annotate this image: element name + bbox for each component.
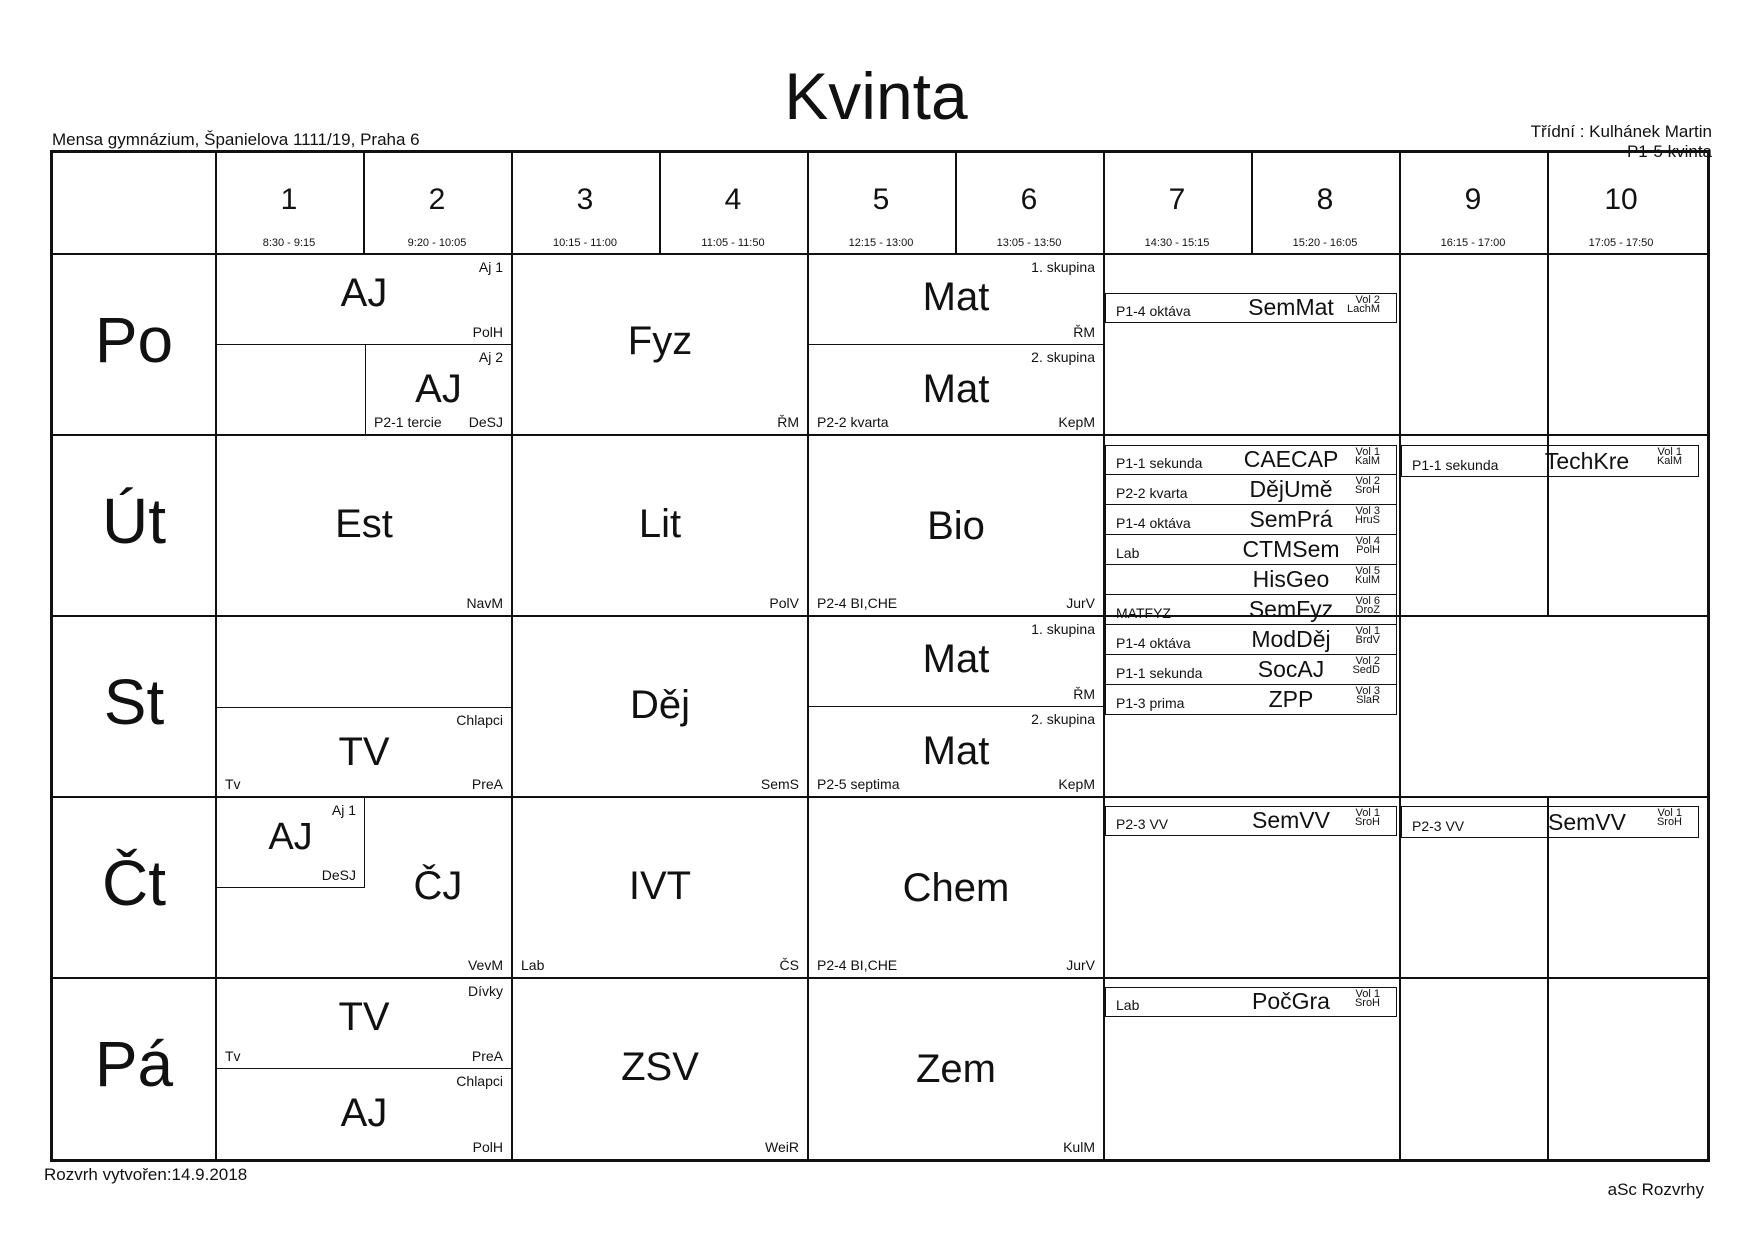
elective-room [1657, 809, 1682, 827]
period-time: 16:15 - 17:00 [1440, 237, 1506, 249]
elective-room [1355, 477, 1380, 495]
room-line: Vol 1 [1355, 446, 1380, 458]
elective-row[interactable] [1105, 595, 1397, 625]
room-line: Vol 1 [1657, 807, 1682, 819]
lesson-card[interactable] [217, 798, 365, 888]
elective-row[interactable] [1105, 987, 1397, 1017]
period-divider [1399, 153, 1401, 1159]
lesson-card[interactable] [217, 979, 511, 1069]
lesson-card[interactable] [217, 436, 511, 615]
lesson-teacher: PolV [769, 595, 799, 611]
lesson-class: P2-4 BI,CHE [817, 957, 898, 973]
elective-subject: SemMat [1248, 294, 1334, 320]
period-divider [1547, 796, 1549, 1159]
day-label-thursday: Čt [102, 847, 166, 919]
lesson-subject: Mat [922, 275, 990, 319]
elective-room [1347, 296, 1380, 314]
lesson-subject: Chem [902, 866, 1010, 910]
room-line: HruS [1354, 514, 1380, 526]
elective-room [1355, 448, 1380, 466]
period-time: 12:15 - 13:00 [848, 237, 914, 249]
elective-class: Lab [1116, 545, 1140, 561]
lesson-teacher: ŘM [777, 414, 799, 430]
room-line: Vol 2 [1355, 655, 1380, 667]
elective-subject: SemFyz [1248, 596, 1334, 622]
lesson-teacher: ČS [779, 957, 799, 973]
period-number: 4 [724, 183, 742, 216]
lesson-subject: Bio [927, 504, 985, 548]
room-line: SroH [1656, 816, 1682, 828]
period-number: 5 [872, 183, 890, 216]
period-number: 9 [1464, 183, 1482, 216]
period-time: 13:05 - 13:50 [996, 237, 1062, 249]
elective-subject: CAECAP [1243, 446, 1339, 472]
created-date: Rozvrh vytvořen:14.9.2018 [44, 1165, 248, 1184]
lesson-card[interactable] [217, 255, 511, 345]
elective-class: P2-3 VV [1412, 818, 1465, 834]
lesson-group: Aj 1 [478, 259, 503, 275]
lesson-card[interactable] [809, 255, 1103, 345]
lesson-card[interactable] [513, 617, 807, 796]
lesson-teacher: ŘM [1073, 324, 1095, 340]
elective-row[interactable] [1105, 806, 1397, 836]
lesson-subject: IVT [628, 864, 692, 908]
day-label-monday: Po [94, 304, 174, 376]
room-line: Vol 1 [1355, 625, 1380, 637]
lesson-card[interactable] [809, 436, 1103, 615]
period-time: 15:20 - 16:05 [1292, 237, 1358, 249]
lesson-teacher: PreA [471, 1048, 503, 1064]
period-time: 8:30 - 9:15 [262, 237, 316, 249]
elective-row[interactable] [1105, 685, 1397, 715]
lesson-card[interactable] [809, 979, 1103, 1159]
elective-subject: TechKre [1544, 448, 1630, 474]
lesson-subject: Zem [916, 1047, 996, 1091]
lesson-room: Tv [225, 1048, 241, 1064]
room-line: LachM [1346, 303, 1380, 315]
elective-subject: SemVV [1252, 807, 1330, 833]
lesson-subject: TV [338, 730, 390, 774]
lesson-group: 2. skupina [1031, 711, 1095, 727]
elective-row[interactable] [1105, 535, 1397, 565]
class-teacher: Třídní : Kulhánek Martin [1530, 122, 1712, 141]
elective-class: P1-1 sekunda [1116, 455, 1203, 471]
lesson-group: Chlapci [456, 712, 503, 728]
room-line: SlaR [1356, 694, 1380, 706]
room-line: KalM [1354, 455, 1380, 467]
elective-class: P1-4 oktáva [1116, 303, 1191, 319]
lesson-teacher: PreA [471, 776, 503, 792]
period-number: 7 [1168, 183, 1186, 216]
lesson-teacher: DeSJ [468, 414, 503, 430]
elective-room [1356, 627, 1380, 645]
room-line: KalM [1656, 455, 1682, 467]
elective-row[interactable] [1105, 565, 1397, 595]
lesson-subject: Děj [629, 683, 691, 727]
lesson-card[interactable] [365, 798, 511, 977]
elective-row[interactable] [1105, 293, 1397, 323]
room-line: Vol 1 [1657, 446, 1682, 458]
lesson-group: 2. skupina [1031, 349, 1095, 365]
elective-subject: ModDěj [1251, 626, 1331, 652]
elective-class: P1-4 oktáva [1116, 515, 1191, 531]
lesson-subject: TV [338, 995, 390, 1039]
room-line: SroH [1354, 997, 1380, 1009]
period-number: 3 [576, 183, 594, 216]
day-label-tuesday: Út [102, 485, 166, 557]
lesson-subject: Est [335, 502, 393, 546]
room-line: Vol 2 [1355, 294, 1380, 306]
lesson-group: 1. skupina [1031, 621, 1095, 637]
lesson-subject: Lit [638, 502, 682, 546]
lesson-card[interactable] [513, 979, 807, 1159]
room-line: Vol 5 [1355, 565, 1380, 577]
lesson-teacher: KulM [1063, 1139, 1095, 1155]
room-line: KulM [1354, 574, 1380, 586]
lesson-subject: Fyz [627, 319, 693, 363]
lesson-subject: Mat [922, 367, 990, 411]
lesson-teacher: SemS [760, 776, 799, 792]
lesson-card[interactable] [809, 617, 1103, 707]
elective-subject: DějUmě [1249, 476, 1333, 502]
lesson-teacher: DeSJ [321, 867, 356, 883]
elective-room [1356, 687, 1380, 705]
lesson-teacher: KepM [1058, 414, 1095, 430]
elective-class: P1-4 oktáva [1116, 635, 1191, 651]
lesson-card[interactable] [217, 1069, 511, 1159]
period-number: 10 [1604, 183, 1638, 216]
elective-class: P1-1 sekunda [1116, 665, 1203, 681]
lesson-class: P2-4 BI,CHE [817, 595, 898, 611]
lesson-group: 1. skupina [1031, 259, 1095, 275]
period-number: 2 [428, 183, 446, 216]
lesson-group: Dívky [468, 983, 503, 999]
lesson-card[interactable] [513, 255, 807, 434]
day-label-wednesday: St [103, 666, 165, 738]
elective-subject: SocAJ [1257, 656, 1325, 682]
lesson-card[interactable] [809, 345, 1103, 434]
elective-class: Lab [1116, 997, 1140, 1013]
elective-room [1355, 567, 1380, 585]
lesson-card[interactable] [809, 707, 1103, 796]
period-time: 14:30 - 15:15 [1144, 237, 1210, 249]
lesson-subject: AJ [340, 271, 388, 315]
lesson-teacher: ŘM [1073, 686, 1095, 702]
elective-subject: CTMSem [1242, 536, 1340, 562]
lesson-card[interactable] [513, 798, 807, 977]
day-label-friday: Pá [94, 1028, 174, 1100]
elective-row[interactable] [1105, 655, 1397, 685]
lesson-class: P2-5 septima [817, 776, 900, 792]
lesson-subject: AJ [340, 1091, 388, 1135]
elective-room [1355, 507, 1380, 525]
lesson-teacher: PolH [472, 1139, 503, 1155]
page-title: Kvinta [784, 59, 968, 133]
lesson-class: P2-2 kvarta [817, 414, 889, 430]
elective-row[interactable] [1401, 445, 1699, 477]
elective-room [1657, 448, 1682, 466]
lesson-card[interactable] [217, 707, 511, 796]
elective-row[interactable] [1105, 505, 1397, 535]
lesson-class: P2-1 tercie [374, 414, 442, 430]
elective-row[interactable] [1105, 625, 1397, 655]
lesson-group: Aj 2 [478, 349, 503, 365]
class-code: P1-5 kvinta [1626, 142, 1712, 161]
lesson-subject: AJ [415, 367, 462, 411]
room-line: SroH [1354, 816, 1380, 828]
room-line: Vol 2 [1355, 475, 1380, 487]
room-line: Vol 6 [1355, 595, 1380, 607]
elective-class: P1-1 sekunda [1412, 457, 1499, 473]
lesson-subject: ČJ [413, 864, 463, 908]
lesson-teacher: PolH [472, 324, 503, 340]
elective-subject: HisGeo [1252, 566, 1330, 592]
elective-class: MATFYZ [1116, 605, 1171, 621]
period-time: 17:05 - 17:50 [1588, 237, 1654, 249]
school-name: Mensa gymnázium, Španielova 1111/19, Praha 6 [52, 130, 420, 149]
lesson-room: Lab [521, 957, 545, 973]
room-line: Vol 3 [1355, 505, 1380, 517]
elective-subject: SemVV [1548, 809, 1626, 835]
room-line: Vol 3 [1355, 685, 1380, 697]
lesson-teacher: KepM [1058, 776, 1095, 792]
lesson-room: Tv [225, 776, 241, 792]
room-line: DroZ [1355, 604, 1380, 616]
elective-subject: SemPrá [1249, 506, 1333, 532]
elective-room [1356, 597, 1380, 615]
lesson-teacher: WeiR [765, 1139, 799, 1155]
elective-subject: ZPP [1268, 686, 1314, 712]
elective-row[interactable] [1401, 806, 1699, 838]
software-credit: aSc Rozvrhy [1607, 1180, 1704, 1199]
elective-room [1355, 809, 1380, 827]
timetable-grid [50, 150, 1710, 1162]
lesson-group: Chlapci [456, 1073, 503, 1089]
room-line: Vol 4 [1355, 535, 1380, 547]
lesson-subject: Mat [922, 637, 990, 681]
period-number: 1 [280, 183, 298, 216]
room-line: Vol 1 [1355, 988, 1380, 1000]
elective-room [1355, 990, 1380, 1008]
room-line: BrdV [1355, 634, 1380, 646]
elective-class: P2-3 VV [1116, 816, 1169, 832]
lesson-card[interactable] [365, 345, 511, 434]
elective-class: P1-3 prima [1116, 695, 1185, 711]
elective-room [1352, 657, 1380, 675]
room-line: SroH [1354, 484, 1380, 496]
lesson-card[interactable] [513, 436, 807, 615]
elective-row[interactable] [1105, 475, 1397, 505]
room-line: Vol 1 [1355, 807, 1380, 819]
elective-row[interactable] [1105, 445, 1397, 475]
period-number: 8 [1316, 183, 1334, 216]
lesson-subject: ZSV [621, 1045, 699, 1089]
period-time: 10:15 - 11:00 [552, 237, 617, 249]
room-line: PolH [1356, 544, 1380, 556]
lesson-teacher: JurV [1066, 595, 1095, 611]
lesson-group: Aj 1 [331, 802, 356, 818]
lesson-subject: Mat [922, 729, 990, 773]
lesson-teacher: NavM [466, 595, 503, 611]
period-divider [1547, 153, 1549, 615]
elective-subject: PočGra [1252, 988, 1330, 1014]
period-number: 6 [1020, 183, 1038, 216]
period-time: 11:05 - 11:50 [701, 237, 765, 249]
elective-class: P2-2 kvarta [1116, 485, 1188, 501]
period-time: 9:20 - 10:05 [407, 237, 467, 249]
lesson-teacher: VevM [467, 957, 503, 973]
room-line: SedD [1352, 664, 1380, 676]
elective-room [1356, 537, 1380, 555]
lesson-subject: AJ [268, 816, 313, 858]
lesson-teacher: JurV [1066, 957, 1095, 973]
lesson-card[interactable] [809, 798, 1103, 977]
